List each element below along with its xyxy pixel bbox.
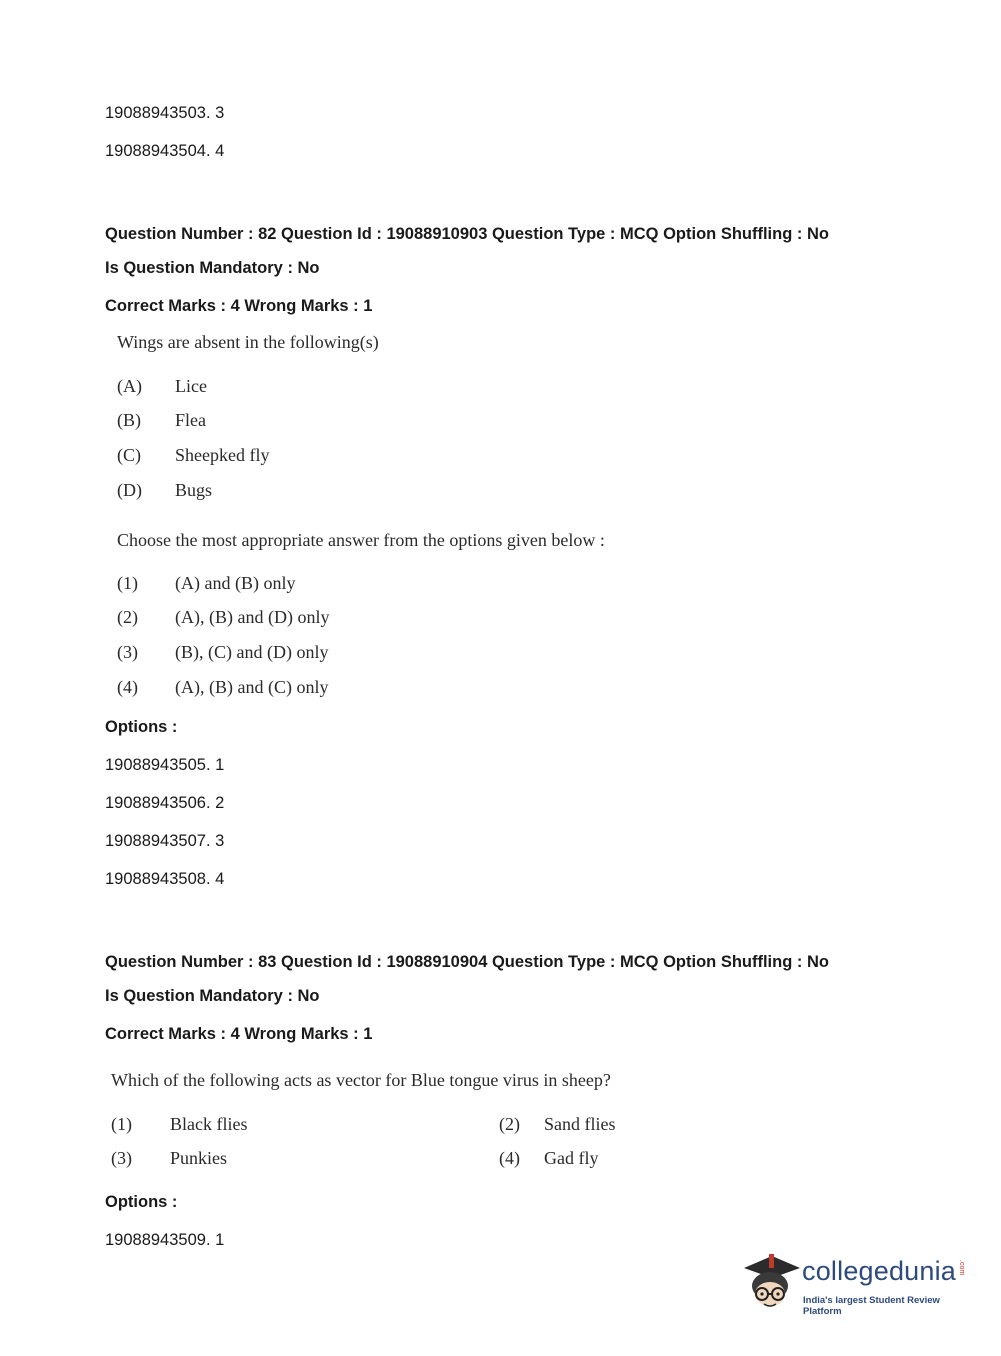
options-heading: Options :: [105, 718, 178, 736]
option-line: 19088943504. 4: [105, 142, 225, 160]
instruction-text: Choose the most appropriate answer from the options given below :: [117, 530, 605, 550]
choice-label: (3): [111, 1148, 132, 1168]
question-text: Which of the following acts as vector for Blue tongue virus in sheep?: [111, 1070, 611, 1090]
mandatory-line: Is Question Mandatory : No: [105, 259, 320, 277]
item-label: (C): [117, 445, 141, 465]
question-header: Question Number : 82 Question Id : 19088910903 Question Type : MCQ Option Shuffling : No: [105, 225, 829, 243]
collegedunia-logo: [742, 1250, 972, 1320]
option-line: 19088943509. 1: [105, 1231, 225, 1249]
choice-label: (2): [499, 1114, 520, 1134]
choice-label: (4): [117, 677, 138, 697]
choice-text: Sand flies: [544, 1114, 616, 1134]
option-line: 19088943508. 4: [105, 870, 225, 888]
choice-label: (1): [117, 573, 138, 593]
choice-text: (B), (C) and (D) only: [175, 642, 329, 662]
choice-text: Black flies: [170, 1114, 248, 1134]
item-text: Flea: [175, 410, 206, 430]
logo-wordmark: collegedunia: [802, 1256, 957, 1286]
mascot-icon: [742, 1250, 802, 1320]
choice-label: (3): [117, 642, 138, 662]
item-label: (B): [117, 410, 141, 430]
choice-label: (4): [499, 1148, 520, 1168]
choice-text: (A), (B) and (C) only: [175, 677, 329, 697]
item-text: Bugs: [175, 480, 213, 500]
options-heading: Options :: [105, 1193, 178, 1211]
logo-tagline: India's largest Student Review Platform: [803, 1295, 940, 1317]
item-text: Sheepked fly: [175, 445, 270, 465]
mandatory-line: Is Question Mandatory : No: [105, 987, 320, 1005]
item-text: Lice: [175, 376, 207, 396]
item-label: (D): [117, 480, 142, 500]
option-line: 19088943503. 3: [105, 104, 225, 122]
choice-label: (1): [111, 1114, 132, 1134]
choice-label: (2): [117, 607, 138, 627]
choice-text: (A), (B) and (D) only: [175, 607, 330, 627]
question-header: Question Number : 83 Question Id : 19088910904 Question Type : MCQ Option Shuffling : No: [105, 953, 829, 971]
choice-text: (A) and (B) only: [175, 573, 296, 593]
choice-text: Gad fly: [544, 1148, 599, 1168]
option-line: 19088943507. 3: [105, 832, 225, 850]
question-text: Wings are absent in the following(s): [117, 332, 379, 352]
marks-line: Correct Marks : 4 Wrong Marks : 1: [105, 1025, 373, 1043]
choice-text: Punkies: [170, 1148, 228, 1168]
option-line: 19088943505. 1: [105, 756, 225, 774]
marks-line: Correct Marks : 4 Wrong Marks : 1: [105, 297, 373, 315]
item-label: (A): [117, 376, 142, 396]
logo-suffix: .com: [958, 1260, 965, 1276]
option-line: 19088943506. 2: [105, 794, 225, 812]
